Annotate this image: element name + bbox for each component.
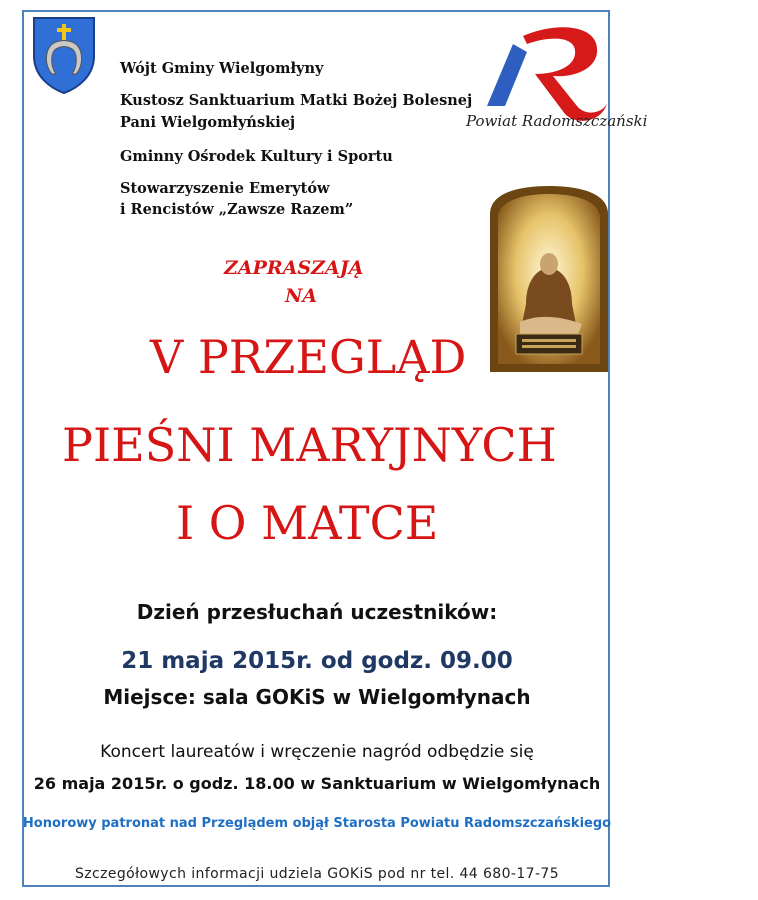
contact-line: Szczegółowych informacji udziela GOKiS pod nr tel. 44 680-17-75 (74, 866, 560, 882)
concert-line: Koncert laureatów i wręczenie nagród odbędzie się (100, 742, 534, 762)
organizer-line: i Rencistów „Zawsze Razem” (120, 201, 354, 218)
organizer-line: Pani Wielgomłyńskiej (120, 114, 296, 131)
organizer-line: Stowarzyszenie Emerytów (120, 180, 330, 197)
patronage-line: Honorowy patronat nad Przeglądem objął Starosta Powiatu Radomszczańskiego (22, 816, 612, 831)
event-title-line: PIEŚNI MARYJNYCH (62, 418, 557, 472)
hearing-heading: Dzień przesłuchań uczestników: (136, 600, 498, 624)
hearing-date: 21 maja 2015r. od godz. 09.00 (121, 648, 513, 674)
invite-line: NA (285, 285, 318, 307)
concert-date-line: 26 maja 2015r. o godz. 18.00 w Sanktuarium w Wielgomłynach (33, 774, 601, 793)
invite-line: ZAPRASZAJĄ (224, 257, 364, 279)
organizer-line: Wójt Gminy Wielgomłyny (120, 60, 324, 77)
organizer-line: Kustosz Sanktuarium Matki Bożej Bolesnej (120, 92, 473, 109)
event-title-line: V PRZEGLĄD (150, 330, 467, 384)
organizer-line: Gminny Ośrodek Kultury i Sportu (120, 148, 393, 165)
pieta-painting-icon (486, 184, 612, 374)
event-title-line: I O MATCE (176, 496, 439, 550)
hearing-place: Miejsce: sala GOKiS w Wielgomłynach (103, 685, 531, 709)
coat-of-arms-icon (32, 16, 96, 94)
powiat-logo-caption: Powiat Radomszczański (466, 112, 648, 130)
